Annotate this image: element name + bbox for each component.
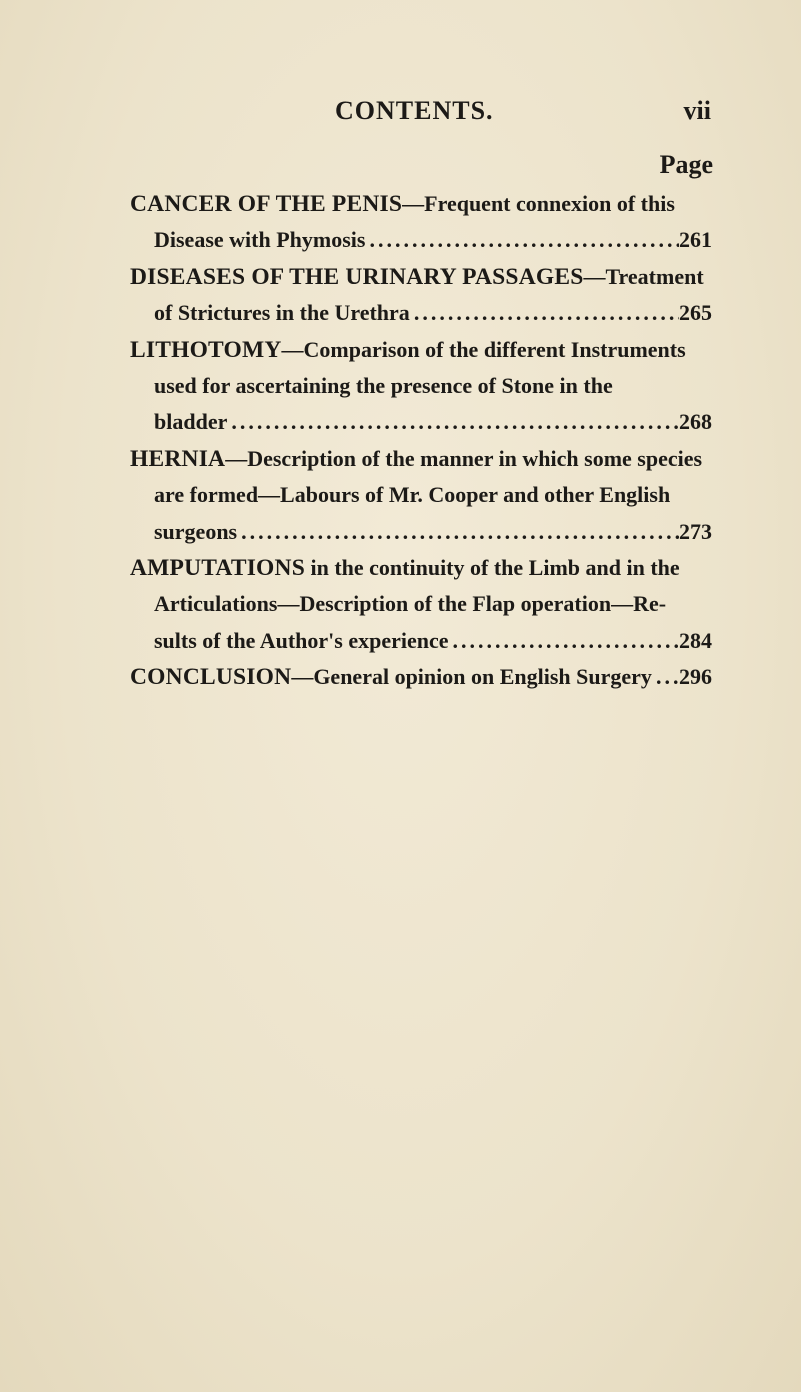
dot-leader: [237, 514, 679, 550]
entry-description-continued: are formed—Labours of Mr. Cooper and other English: [154, 482, 671, 508]
entry-last-line: bladder: [154, 409, 228, 435]
entry-description-continued: used for ascertaining the presence of Stone in the: [154, 373, 613, 399]
toc-entry-conclusion: [130, 659, 712, 695]
dot-leader: [227, 404, 679, 440]
entry-page-number: 265: [679, 300, 712, 326]
entry-heading: AMPUTATIONS: [130, 555, 305, 582]
entry-page-number: 273: [679, 518, 712, 544]
entry-description-continued: Articulations—Description of the Flap operation—Re-: [154, 591, 667, 617]
entry-description: —Description of the manner in which some species: [225, 445, 703, 471]
toc-entry-cancer-of-the-penis: [130, 186, 712, 259]
entry-last-line: sults of the Author's experience: [154, 627, 449, 653]
entry-page-number: 296: [679, 664, 712, 690]
entry-description: in the continuity of the Limb and in the: [304, 555, 680, 581]
entry-last-line: Disease with Phymosis: [154, 227, 366, 253]
entry-heading: CONCLUSION: [130, 664, 292, 691]
entry-description: —Comparison of the different Instruments: [281, 336, 686, 362]
entry-page-number: 284: [679, 627, 712, 653]
running-title: CONTENTS.: [335, 96, 494, 125]
page-column-label: Page: [659, 150, 713, 179]
toc-entry-amputations: [130, 550, 712, 659]
toc-entry-lithotomy: [130, 332, 712, 441]
entry-last-line: surgeons: [154, 518, 238, 544]
dot-leader: [652, 659, 679, 695]
entry-heading: DISEASES OF THE URINARY PASSAGES: [130, 263, 584, 290]
entry-last-line: —General opinion on English Surgery: [291, 664, 652, 690]
entry-page-number: 268: [679, 409, 712, 435]
entry-last-line: of Strictures in the Urethra: [154, 300, 410, 326]
dot-leader: [365, 222, 679, 258]
page-header: [130, 96, 711, 136]
entry-heading: CANCER OF THE PENIS: [130, 191, 403, 217]
entry-description: —Frequent connexion of this: [402, 191, 675, 216]
dot-leader: [449, 623, 679, 659]
table-of-contents: [130, 186, 712, 696]
entry-heading: LITHOTOMY: [130, 336, 282, 363]
entry-description: —Treatment: [583, 263, 704, 289]
page-number: vii: [683, 96, 711, 125]
entry-heading: HERNIA: [130, 445, 226, 472]
toc-entry-hernia: [130, 441, 712, 550]
toc-entry-diseases-of-the-urinary-passages: [130, 259, 712, 332]
dot-leader: [410, 295, 679, 331]
entry-page-number: 261: [679, 227, 712, 253]
